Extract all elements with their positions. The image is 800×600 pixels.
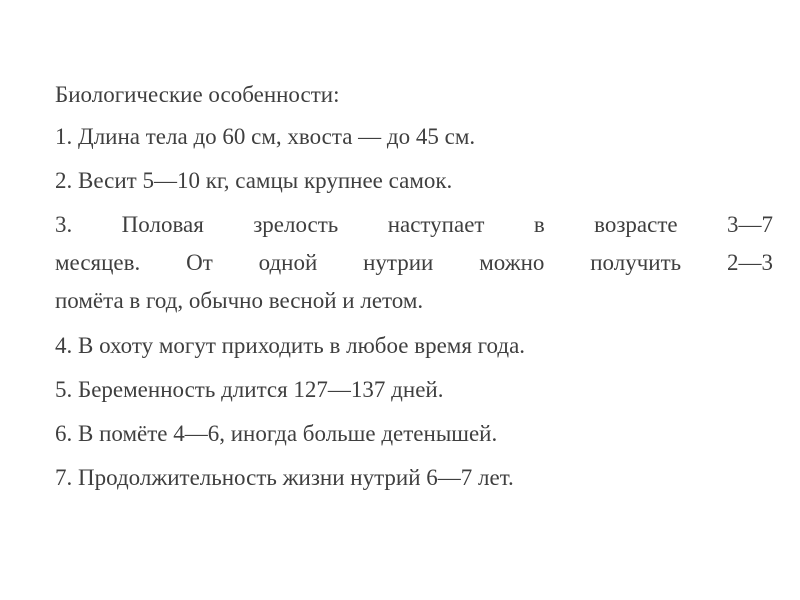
list-item: 6. В помёте 4—6, иногда больше детенышей. (55, 421, 498, 446)
list-item: 1. Длина тела до 60 см, хвоста — до 45 см. (55, 124, 476, 149)
list-item (55, 206, 773, 320)
list-item: 4. В охоту могут приходить в любое время года. (55, 333, 526, 358)
list-item-line: 3. Половая зрелость наступает в возрасте 3—7 (55, 212, 773, 237)
slide-heading: Биологические особенности: (55, 82, 340, 107)
list-item-line: месяцев. От одной нутрии можно получить 2—3 (55, 250, 773, 275)
list-item: 5. Беременность длится 127—137 дней. (55, 377, 444, 402)
slide-content (55, 76, 773, 503)
list-item: 2. Весит 5—10 кг, самцы крупнее самок. (55, 168, 453, 193)
list-item-line: помёта в год, обычно весной и летом. (55, 288, 424, 313)
list-item: 7. Продолжительность жизни нутрий 6—7 лет. (55, 465, 514, 490)
